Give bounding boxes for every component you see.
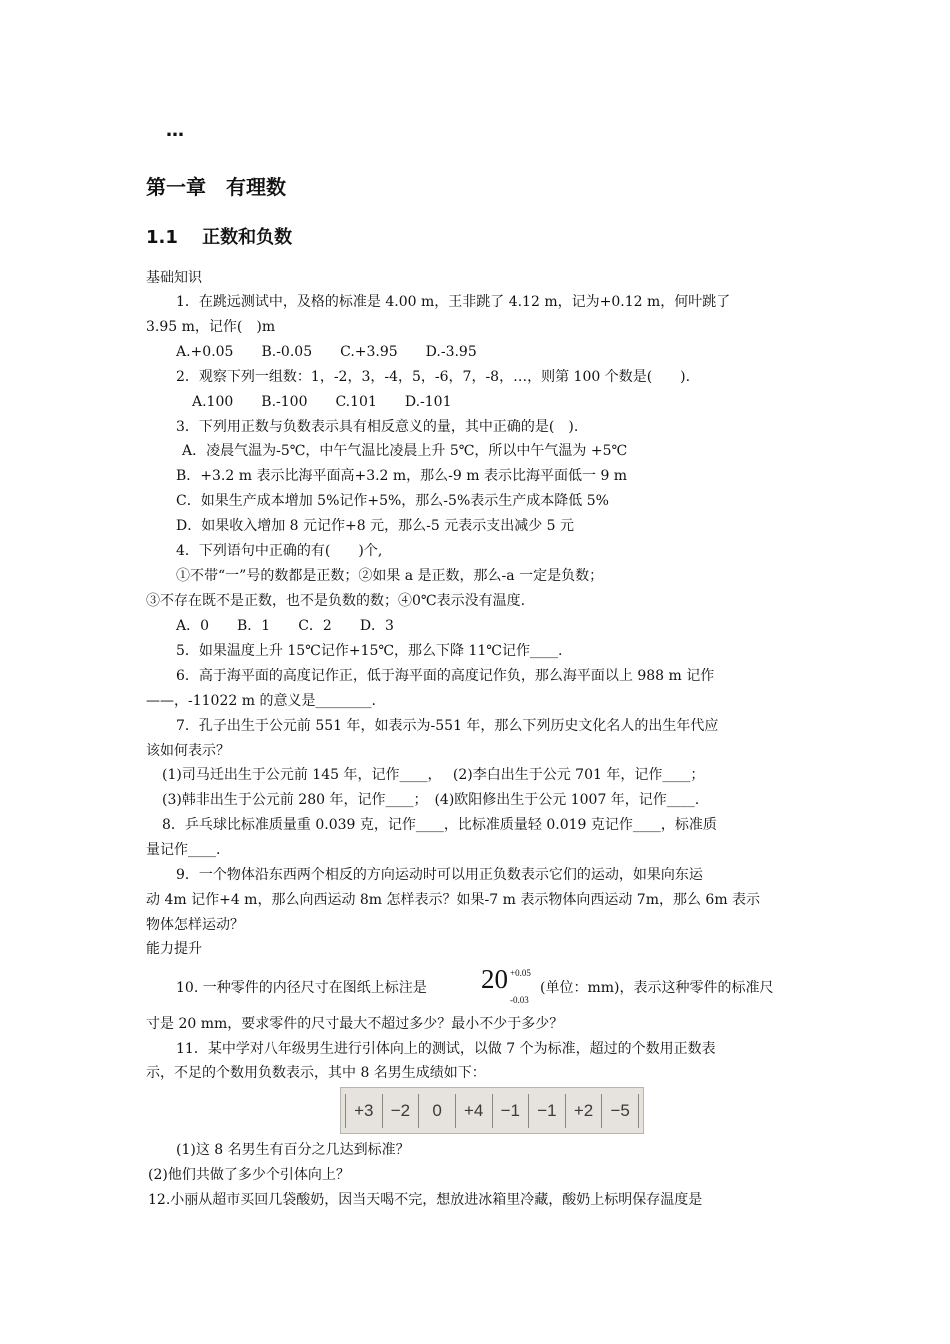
- question-3: 3．下列用正数与负数表示具有相反意义的量，其中正确的是( ).: [176, 419, 579, 435]
- score-cell: −5: [602, 1094, 639, 1128]
- question-10-line-2: 寸是 20 mm，要求零件的尺寸最大不超过多少？最小不少于多少？: [146, 1016, 564, 1032]
- score-cell: +4: [456, 1094, 493, 1128]
- question-11-part-2: (2)他们共做了多少个引体向上？: [148, 1167, 350, 1183]
- basic-knowledge-heading: 基础知识: [146, 270, 202, 286]
- score-cell: −1: [529, 1094, 566, 1128]
- question-4-statements-2: ③不存在既不是正数，也不是负数的数；④0℃表示没有温度.: [146, 593, 526, 609]
- ability-heading: 能力提升: [146, 941, 202, 957]
- question-11-line-1: 11．某中学对八年级男生进行引体向上的测试，以做 7 个为标准，超过的个数用正数表: [176, 1041, 716, 1057]
- question-1-line-1: 1．在跳远测试中，及格的标准是 4.00 m，王非跳了 4.12 m，记为+0.12 m，何叶跳了: [176, 294, 731, 310]
- score-cell: −1: [493, 1094, 530, 1128]
- question-2: 2．观察下列一组数：1，-2，3，-4，5，-6，7，-8，…，则第 100 个数是( ).: [176, 369, 691, 385]
- question-3-option-d: D．如果收入增加 8 元记作+8 元，那么-5 元表示支出减少 5 元: [176, 518, 575, 534]
- tolerance-upper: +0.05: [510, 968, 531, 978]
- score-table: [340, 1087, 644, 1134]
- score-cell: 0: [419, 1094, 456, 1128]
- score-cell: +2: [566, 1094, 603, 1128]
- question-7-line-2: 该如何表示？: [146, 743, 230, 759]
- question-11-line-2: 示，不足的个数用负数表示，其中 8 名男生成绩如下：: [146, 1065, 486, 1081]
- question-4-statements-1: ①不带“一”号的数都是正数；②如果 a 是正数，那么-a 一定是负数；: [176, 568, 604, 584]
- question-7-line-1: 7．孔子出生于公元前 551 年，如表示为-551 年，那么下列历史文化名人的出生年代应: [176, 718, 719, 734]
- question-4-options: A．0 B．1 C．2 D．3: [176, 618, 394, 634]
- question-6-line-1: 6．高于海平面的高度记作正，低于海平面的高度记作负，那么海平面以上 988 m 记作: [176, 668, 715, 684]
- question-1-options: A.+0.05 B.-0.05 C.+3.95 D.-3.95: [176, 344, 477, 360]
- question-9-line-2: 动 4m 记作+4 m，那么向西运动 8m 怎样表示？如果-7 m 表示物体向西运动 7m，那么 6m 表示: [146, 892, 761, 908]
- question-7-items-1: (1)司马迁出生于公元前 145 年，记作____， (2)李白出生于公元 701 年，记作____；: [162, 767, 705, 783]
- chapter-title: 第一章 有理数: [146, 175, 286, 199]
- question-8-line-2: 量记作____.: [146, 842, 221, 858]
- question-10-line-1: 10. 一种零件的内径尺寸在图纸上标注是: [176, 980, 427, 996]
- question-7-items-2: (3)韩非出生于公元前 280 年，记作____； (4)欧阳修出生于公元 1007 年，记作____.: [162, 792, 700, 808]
- question-11-part-1: (1)这 8 名男生有百分之几达到标准？: [176, 1142, 410, 1158]
- question-8-line-1: 8．乒乓球比标准质量重 0.039 克，记作____，比标准质量轻 0.019 克记作____，标准质: [162, 817, 717, 833]
- question-1-line-2: 3.95 m，记作( )m: [146, 319, 276, 335]
- question-3-option-b: B．+3.2 m 表示比海平面高+3.2 m，那么-9 m 表示比海平面低一 9 m: [176, 468, 628, 484]
- question-5: 5．如果温度上升 15℃记作+15℃，那么下降 11℃记作____.: [176, 643, 563, 659]
- question-6-line-2: ——，-11022 m 的意义是________.: [146, 693, 376, 709]
- question-9-line-1: 9．一个物体沿东西两个相反的方向运动时可以用正负数表示它们的运动，如果向东运: [176, 867, 703, 883]
- question-4: 4．下列语句中正确的有( )个,: [176, 543, 383, 559]
- question-9-line-3: 物体怎样运动？: [146, 917, 244, 933]
- ellipsis-mark: …: [166, 120, 185, 141]
- tolerance-base: 20: [481, 964, 508, 994]
- question-2-options: A.100 B.-100 C.101 D.-101: [192, 394, 452, 410]
- tolerance-lower: -0.03: [510, 995, 529, 1005]
- section-title: 1.1 正数和负数: [146, 227, 293, 248]
- question-12-line-1: 12.小丽从超市买回几袋酸奶，因当天喝不完，想放进冰箱里冷藏，酸奶上标明保存温度是: [148, 1192, 703, 1208]
- question-10-unit: (单位：mm)，表示这种零件的标准尺: [540, 980, 774, 996]
- score-cell: +3: [345, 1094, 383, 1128]
- score-cell: −2: [383, 1094, 420, 1128]
- question-3-option-c: C．如果生产成本增加 5%记作+5%，那么-5%表示生产成本降低 5%: [176, 493, 609, 509]
- question-3-option-a: A．凌晨气温为-5℃，中午气温比凌晨上升 5℃，所以中午气温为 +5℃: [182, 443, 628, 459]
